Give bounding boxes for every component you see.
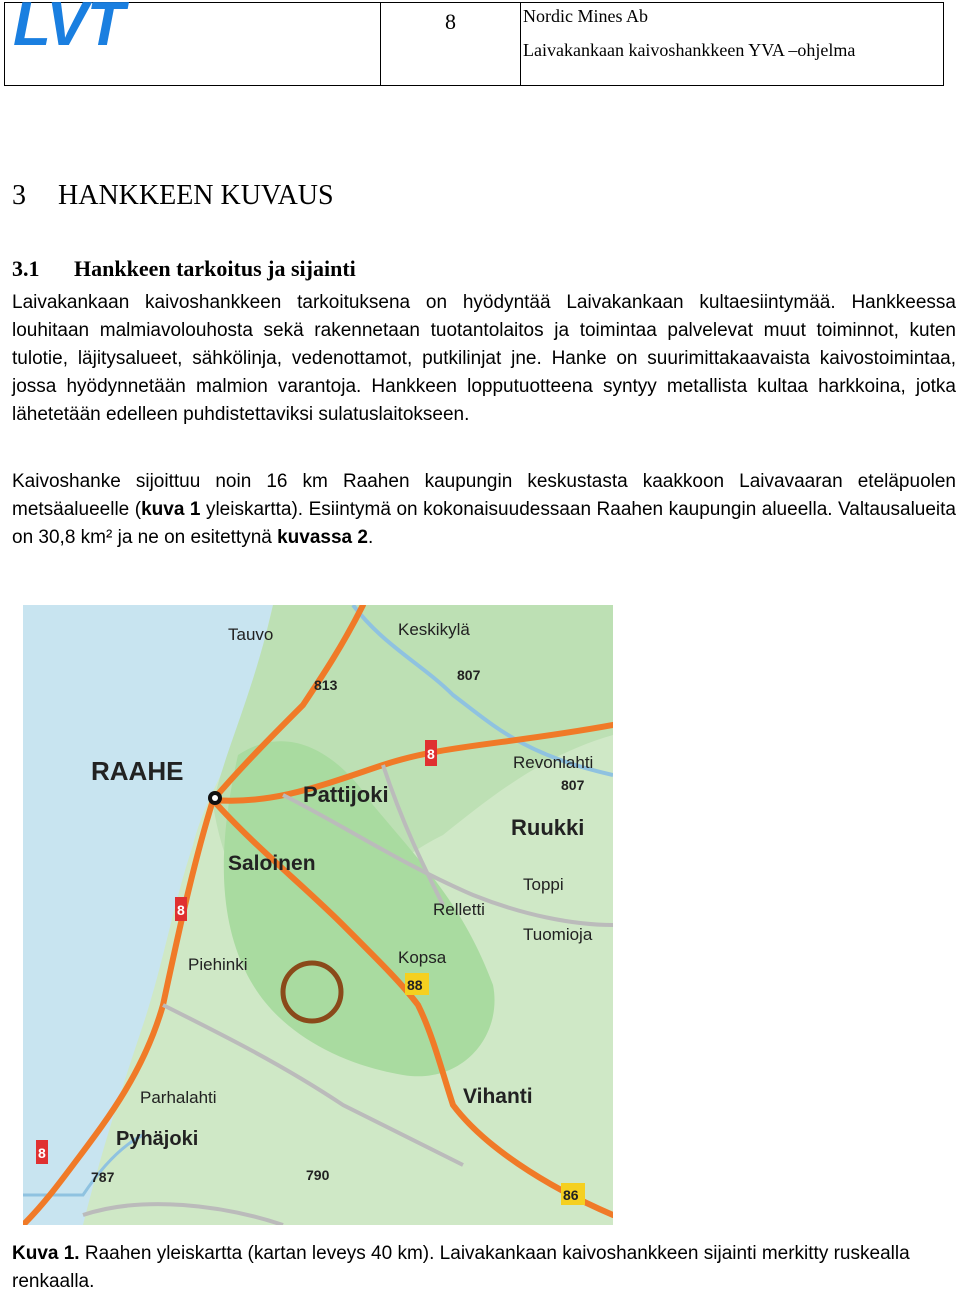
place-raahe: RAAHE	[91, 756, 184, 786]
subsection-title: Hankkeen tarkoitus ja sijainti	[74, 256, 356, 281]
road-86: 86	[563, 1187, 579, 1203]
place-relletti: Relletti	[433, 900, 485, 919]
subsection-number: 3.1	[12, 256, 40, 281]
figure-ref-2: kuvassa 2	[277, 527, 368, 548]
place-parhalahti: Parhalahti	[140, 1088, 217, 1107]
place-tuomioja: Tuomioja	[523, 925, 593, 944]
place-piehinki: Piehinki	[188, 955, 248, 974]
place-pyhajoki: Pyhäjoki	[116, 1128, 199, 1150]
place-revonlahti: Revonlahti	[513, 753, 594, 772]
overview-map	[23, 605, 613, 1225]
section-heading	[12, 180, 334, 212]
project-name: Laivakankaan kaivoshankkeen YVA –ohjelma	[523, 40, 856, 60]
company-name: Nordic Mines Ab	[523, 6, 648, 26]
location-text-2: yleiskartta). Esiintymä on kokonaisuudessaan Raahen kaupungin alueella. Valtausalueita on 30,8 km² ja ne on esitettynä	[12, 499, 956, 548]
place-kopsa: Kopsa	[398, 948, 447, 967]
paragraph-purpose: Laivakankaan kaivoshankkeen tarkoituksena on hyödyntää Laivakankaan kultaesiintymää. Hankkeessa louhitaan malmiavolouhosta sekä rakennetaan tuotantolaitos ja toimintaa palvelevat muut toiminnot, kuten tulotie, läjitysalueet, sähkölinja, vedenottamot, putkilinjat jne. Hanke on suurimittakaavaista kaivostoimintaa, jossa hyödynnetään malmion varantoja. Hankkeen lopputuotteena syntyy metallista kultaa harkkoina, jotka lähetetään edelleen puhdistettaviksi sulatuslaitokseen.	[12, 292, 956, 425]
logo-cell	[5, 0, 381, 85]
place-saloinen: Saloinen	[228, 852, 316, 875]
place-keskikyla: Keskikylä	[398, 620, 470, 639]
lvt-logo: LVT	[13, 0, 124, 59]
road-807-east: 807	[561, 777, 585, 793]
place-tauvo: Tauvo	[228, 625, 274, 644]
paragraph-location	[12, 468, 956, 552]
road-8-north: 8	[427, 746, 435, 762]
caption-text: Raahen yleiskartta (kartan leveys 40 km). Laivakankaan kaivoshankkeen sijainti merkitty ruskealla renkaalla.	[12, 1243, 910, 1292]
place-ruukki: Ruukki	[511, 815, 585, 840]
place-vihanti: Vihanti	[463, 1085, 533, 1108]
subsection-heading	[12, 256, 356, 282]
road-8-south: 8	[38, 1145, 46, 1161]
section-title: HANKKEEN KUVAUS	[58, 180, 334, 211]
location-text-1: Kaivoshanke sijoittuu noin 16 km Raahen kaupungin keskustasta kaakkoon Laivavaaran eteläpuolen metsäalueelle (	[12, 471, 956, 520]
page-number: 8	[445, 9, 456, 34]
place-toppi: Toppi	[523, 875, 564, 894]
caption-label: Kuva 1.	[12, 1243, 80, 1264]
road-8-middle: 8	[177, 902, 185, 918]
road-813: 813	[314, 677, 338, 693]
page-number-cell	[381, 3, 521, 85]
road-787: 787	[91, 1169, 115, 1185]
figure-ref-1: kuva 1	[141, 499, 201, 520]
road-790: 790	[306, 1167, 330, 1183]
road-807-north: 807	[457, 667, 481, 683]
section-number: 3	[12, 180, 26, 211]
figure-caption	[12, 1240, 956, 1296]
road-88: 88	[407, 977, 423, 993]
location-text-3: .	[367, 527, 374, 548]
place-pattijoki: Pattijoki	[303, 782, 389, 807]
